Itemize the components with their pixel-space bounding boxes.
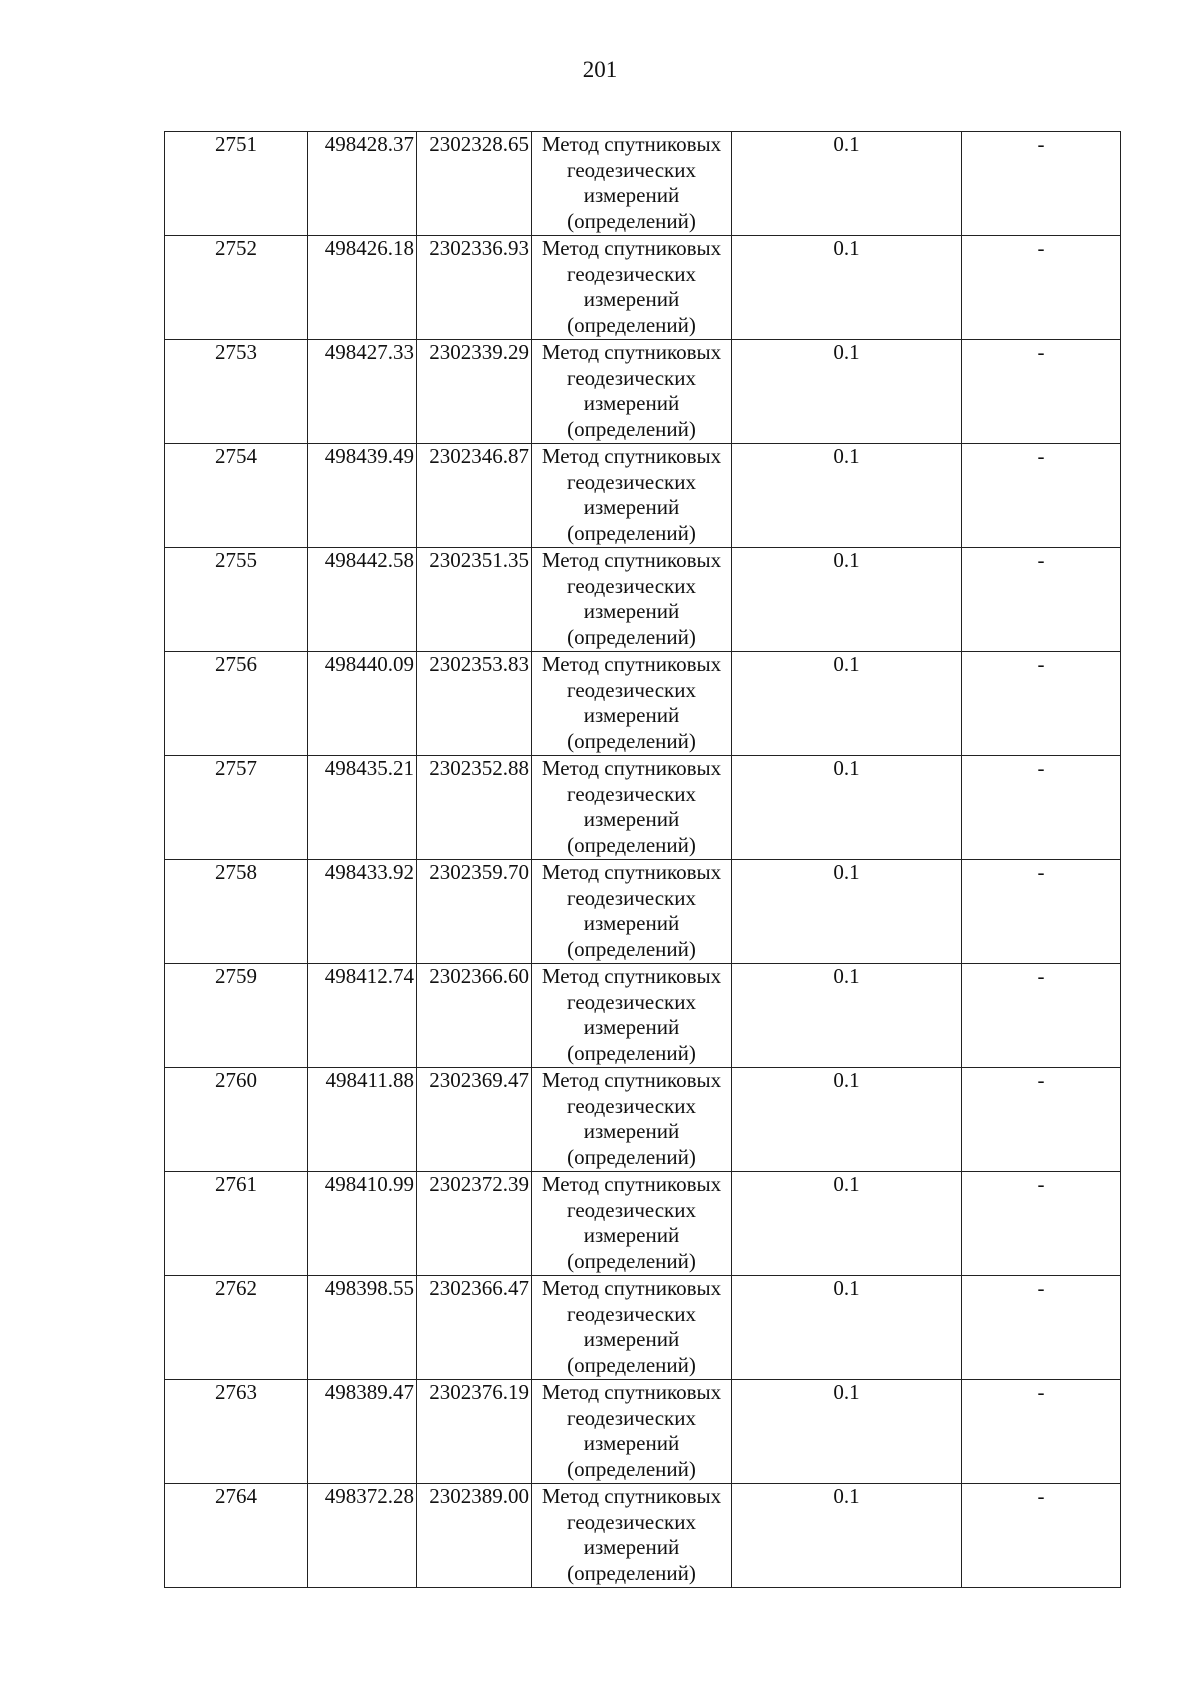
method-line: геодезических — [566, 469, 696, 494]
y-coordinate-cell: 2302376.19 — [417, 1380, 532, 1484]
description-cell: - — [962, 1380, 1121, 1484]
y-coordinate-cell: 2302359.70 — [417, 860, 532, 964]
description-cell: - — [962, 652, 1121, 756]
method-line: измерений — [583, 1015, 680, 1040]
point-number-cell: 2753 — [165, 340, 308, 444]
method-line: геодезических — [566, 1197, 696, 1222]
table-row — [165, 860, 1121, 964]
accuracy-cell: 0.1 — [732, 1484, 962, 1588]
method-cell — [532, 236, 732, 340]
y-coordinate-cell: 2302366.60 — [417, 964, 532, 1068]
y-coordinate-cell: 2302346.87 — [417, 444, 532, 548]
method-cell — [532, 860, 732, 964]
point-number-cell: 2754 — [165, 444, 308, 548]
method-cell — [532, 444, 732, 548]
accuracy-cell: 0.1 — [732, 652, 962, 756]
method-line: (определений) — [567, 1352, 696, 1377]
method-line: измерений — [583, 599, 680, 624]
method-cell — [532, 1172, 732, 1276]
method-cell — [532, 340, 732, 444]
method-line: геодезических — [566, 261, 696, 286]
table-row — [165, 132, 1121, 236]
x-coordinate-cell: 498433.92 — [308, 860, 417, 964]
method-line: измерений — [583, 391, 680, 416]
method-cell — [532, 964, 732, 1068]
description-cell: - — [962, 548, 1121, 652]
table-row — [165, 340, 1121, 444]
method-line: измерений — [583, 703, 680, 728]
x-coordinate-cell: 498427.33 — [308, 340, 417, 444]
point-number-cell: 2763 — [165, 1380, 308, 1484]
point-number-cell: 2761 — [165, 1172, 308, 1276]
x-coordinate-cell: 498410.99 — [308, 1172, 417, 1276]
accuracy-cell: 0.1 — [732, 860, 962, 964]
method-line: (определений) — [567, 1248, 696, 1273]
method-line: Метод спутниковых — [541, 1068, 722, 1092]
table-row — [165, 652, 1121, 756]
accuracy-cell: 0.1 — [732, 340, 962, 444]
y-coordinate-cell: 2302328.65 — [417, 132, 532, 236]
description-cell: - — [962, 340, 1121, 444]
method-line: Метод спутниковых — [541, 444, 722, 468]
point-number-cell: 2760 — [165, 1068, 308, 1172]
method-line: Метод спутниковых — [541, 652, 722, 676]
accuracy-cell: 0.1 — [732, 964, 962, 1068]
method-cell — [532, 756, 732, 860]
method-cell — [532, 652, 732, 756]
point-number-cell: 2758 — [165, 860, 308, 964]
method-line: (определений) — [567, 728, 696, 753]
method-line: измерений — [583, 1327, 680, 1352]
x-coordinate-cell: 498411.88 — [308, 1068, 417, 1172]
table-row — [165, 236, 1121, 340]
method-line: геодезических — [566, 989, 696, 1014]
method-line: Метод спутниковых — [541, 1380, 722, 1404]
description-cell: - — [962, 1068, 1121, 1172]
method-line: геодезических — [566, 157, 696, 182]
method-line: (определений) — [567, 1144, 696, 1169]
x-coordinate-cell: 498389.47 — [308, 1380, 417, 1484]
description-cell: - — [962, 964, 1121, 1068]
x-coordinate-cell: 498440.09 — [308, 652, 417, 756]
method-line: Метод спутниковых — [541, 236, 722, 260]
method-line: измерений — [583, 1431, 680, 1456]
method-line: геодезических — [566, 1301, 696, 1326]
method-line: Метод спутниковых — [541, 1276, 722, 1300]
method-line: геодезических — [566, 1405, 696, 1430]
method-line: геодезических — [566, 573, 696, 598]
description-cell: - — [962, 1172, 1121, 1276]
method-line: измерений — [583, 1119, 680, 1144]
accuracy-cell: 0.1 — [732, 132, 962, 236]
y-coordinate-cell: 2302369.47 — [417, 1068, 532, 1172]
method-line: Метод спутниковых — [541, 548, 722, 572]
method-line: измерений — [583, 1535, 680, 1560]
method-line: (определений) — [567, 936, 696, 961]
table-row — [165, 1276, 1121, 1380]
x-coordinate-cell: 498435.21 — [308, 756, 417, 860]
coordinates-table-body — [165, 132, 1121, 1588]
table-row — [165, 1172, 1121, 1276]
coordinates-table — [164, 131, 1121, 1588]
method-line: Метод спутниковых — [541, 340, 722, 364]
x-coordinate-cell: 498428.37 — [308, 132, 417, 236]
method-line: геодезических — [566, 677, 696, 702]
method-cell — [532, 548, 732, 652]
method-line: Метод спутниковых — [541, 964, 722, 988]
y-coordinate-cell: 2302352.88 — [417, 756, 532, 860]
method-line: (определений) — [567, 624, 696, 649]
method-line: Метод спутниковых — [541, 1484, 722, 1508]
method-line: измерений — [583, 495, 680, 520]
method-line: геодезических — [566, 365, 696, 390]
y-coordinate-cell: 2302351.35 — [417, 548, 532, 652]
table-row — [165, 1484, 1121, 1588]
point-number-cell: 2764 — [165, 1484, 308, 1588]
accuracy-cell: 0.1 — [732, 1380, 962, 1484]
description-cell: - — [962, 756, 1121, 860]
point-number-cell: 2755 — [165, 548, 308, 652]
method-line: Метод спутниковых — [541, 860, 722, 884]
description-cell: - — [962, 444, 1121, 548]
method-cell — [532, 132, 732, 236]
method-cell — [532, 1276, 732, 1380]
method-line: измерений — [583, 911, 680, 936]
x-coordinate-cell: 498442.58 — [308, 548, 417, 652]
method-line: (определений) — [567, 312, 696, 337]
table-row — [165, 1068, 1121, 1172]
accuracy-cell: 0.1 — [732, 756, 962, 860]
method-line: (определений) — [567, 208, 696, 233]
method-cell — [532, 1484, 732, 1588]
x-coordinate-cell: 498439.49 — [308, 444, 417, 548]
point-number-cell: 2752 — [165, 236, 308, 340]
method-line: измерений — [583, 287, 680, 312]
description-cell: - — [962, 860, 1121, 964]
method-line: геодезических — [566, 1509, 696, 1534]
accuracy-cell: 0.1 — [732, 1276, 962, 1380]
method-line: геодезических — [566, 885, 696, 910]
description-cell: - — [962, 1484, 1121, 1588]
accuracy-cell: 0.1 — [732, 1172, 962, 1276]
accuracy-cell: 0.1 — [732, 548, 962, 652]
point-number-cell: 2762 — [165, 1276, 308, 1380]
method-line: Метод спутниковых — [541, 1172, 722, 1196]
method-line: измерений — [583, 1223, 680, 1248]
point-number-cell: 2751 — [165, 132, 308, 236]
table-row — [165, 964, 1121, 1068]
page-number: 201 — [582, 57, 618, 82]
accuracy-cell: 0.1 — [732, 444, 962, 548]
point-number-cell: 2757 — [165, 756, 308, 860]
method-line: (определений) — [567, 1040, 696, 1065]
x-coordinate-cell: 498426.18 — [308, 236, 417, 340]
method-line: геодезических — [566, 1093, 696, 1118]
method-line: (определений) — [567, 1560, 696, 1585]
x-coordinate-cell: 498398.55 — [308, 1276, 417, 1380]
description-cell: - — [962, 1276, 1121, 1380]
point-number-cell: 2756 — [165, 652, 308, 756]
point-number-cell: 2759 — [165, 964, 308, 1068]
method-line: измерений — [583, 183, 680, 208]
description-cell: - — [962, 236, 1121, 340]
method-line: Метод спутниковых — [541, 132, 722, 156]
method-cell — [532, 1068, 732, 1172]
description-cell: - — [962, 132, 1121, 236]
table-row — [165, 444, 1121, 548]
method-line: (определений) — [567, 520, 696, 545]
method-line: (определений) — [567, 832, 696, 857]
y-coordinate-cell: 2302372.39 — [417, 1172, 532, 1276]
y-coordinate-cell: 2302353.83 — [417, 652, 532, 756]
x-coordinate-cell: 498372.28 — [308, 1484, 417, 1588]
y-coordinate-cell: 2302339.29 — [417, 340, 532, 444]
y-coordinate-cell: 2302389.00 — [417, 1484, 532, 1588]
method-line: Метод спутниковых — [541, 756, 722, 780]
accuracy-cell: 0.1 — [732, 236, 962, 340]
method-line: геодезических — [566, 781, 696, 806]
method-line: (определений) — [567, 1456, 696, 1481]
x-coordinate-cell: 498412.74 — [308, 964, 417, 1068]
method-cell — [532, 1380, 732, 1484]
accuracy-cell: 0.1 — [732, 1068, 962, 1172]
method-line: измерений — [583, 807, 680, 832]
table-row — [165, 548, 1121, 652]
y-coordinate-cell: 2302336.93 — [417, 236, 532, 340]
y-coordinate-cell: 2302366.47 — [417, 1276, 532, 1380]
table-row — [165, 1380, 1121, 1484]
method-line: (определений) — [567, 416, 696, 441]
table-row — [165, 756, 1121, 860]
